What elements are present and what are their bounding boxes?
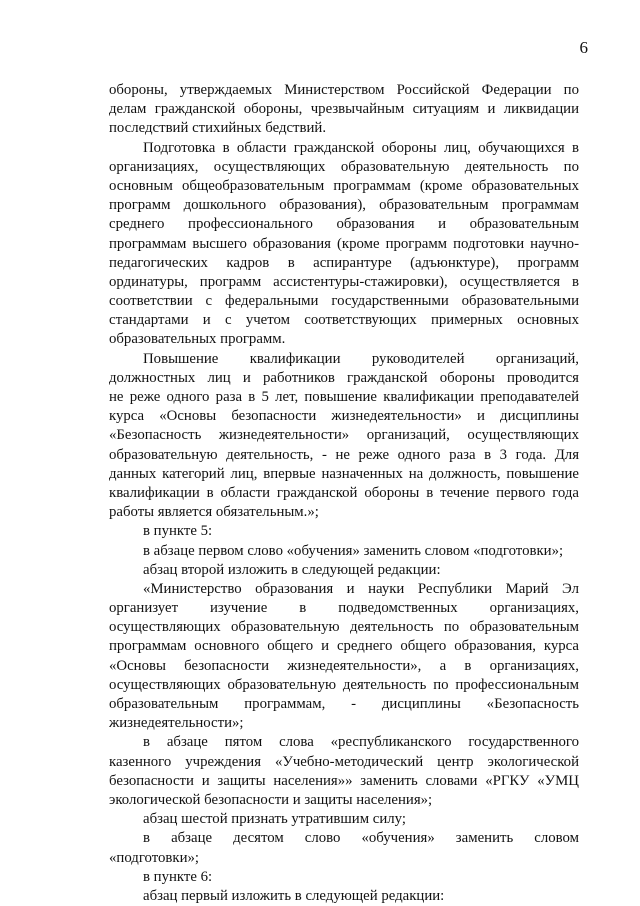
text-line: организациях, осуществляющих образовательную деятельность по (109, 158, 579, 175)
text-line: жизнедеятельности»; (109, 715, 244, 732)
text-line: казенного учреждения «Учебно-методический центр экологической (109, 753, 579, 770)
text-line: должностных лиц и работников гражданской обороны проводится (109, 369, 579, 386)
text-line: программам основного общего и среднего общего образования, курса (109, 638, 579, 655)
text-line: среднего профессионального образования и образовательным (109, 216, 579, 233)
text-line: в пункте 6: (143, 868, 213, 885)
text-line: образовательных программ. (109, 331, 286, 348)
text-line: программам высшего образования (кроме программ подготовки научно- (109, 235, 579, 252)
text-line: Подготовка в области гражданской обороны лиц, обучающихся в (143, 139, 579, 156)
text-line: данных категорий лиц, впервые назначенных на должность, повышение (109, 465, 579, 482)
text-line: абзац первый изложить в следующей редакции: (143, 887, 445, 904)
text-line: абзац шестой признать утратившим силу; (143, 811, 406, 828)
text-line: ординатуры, программ ассистентуры-стажировки), осуществляется в (109, 273, 579, 290)
text-line: делам гражданской обороны, чрезвычайным ситуациям и ликвидации (109, 101, 579, 118)
text-line: последствий стихийных бедствий. (109, 120, 327, 137)
text-line: квалификации в области гражданской обороны в течение первого года (109, 484, 579, 501)
text-line: курса «Основы безопасности жизнедеятельности» и дисциплины (109, 408, 579, 425)
text-line: осуществляющих образовательную деятельность по профессиональным (109, 676, 579, 693)
text-line: «Основы безопасности жизнедеятельности», а в организациях, (109, 657, 579, 674)
page-number: 6 (579, 38, 588, 57)
text-line: осуществляющих образовательную деятельность по образовательным (109, 619, 579, 636)
text-line: безопасности и защиты населения»» заменить словами «РГКУ «УМЦ (109, 772, 579, 789)
text-line: «Безопасность жизнедеятельности» организаций, осуществляющих (109, 427, 579, 444)
text-line: в абзаце десятом слово «обучения» заменить словом (143, 830, 579, 847)
text-line: экологической безопасности и защиты населения»; (109, 791, 433, 808)
text-line: организует изучение в подведомственных организациях, (109, 600, 579, 617)
text-line: Повышение квалификации руководителей организаций, (143, 350, 579, 367)
text-line: не реже одного раза в 5 лет, повышение квалификации преподавателей (109, 389, 579, 405)
text-line: в абзаце пятом слова «республиканского государственного (143, 734, 579, 751)
text-line: «Министерство образования и науки Республики Марий Эл (143, 580, 579, 597)
text-line: работы является обязательным.»; (109, 504, 319, 521)
text-line: абзац второй изложить в следующей редакции: (143, 561, 441, 578)
text-line: в пункте 5: (143, 523, 213, 540)
document-body (109, 81, 579, 906)
text-line: соответствии с федеральными государственными образовательными (109, 293, 579, 310)
text-line: образовательным программам, - дисциплины «Безопасность (109, 696, 579, 712)
text-line: «подготовки»; (109, 849, 199, 866)
text-line: программ дошкольного образования), образовательным программам (109, 197, 579, 214)
text-line: стандартами и с учетом соответствующих примерных основных (109, 312, 579, 329)
text-line: обороны, утверждаемых Министерством Российской Федерации по (109, 82, 579, 98)
text-line: педагогических кадров в аспирантуре (адъюнктуре), программ (109, 254, 579, 271)
text-line: образовательную деятельность, - не реже одного раза в 3 года. Для (109, 446, 579, 463)
text-line: в абзаце первом слово «обучения» заменить словом «подготовки»; (143, 542, 564, 559)
text-line: основным общеобразовательным программам (кроме образовательных (109, 177, 579, 194)
